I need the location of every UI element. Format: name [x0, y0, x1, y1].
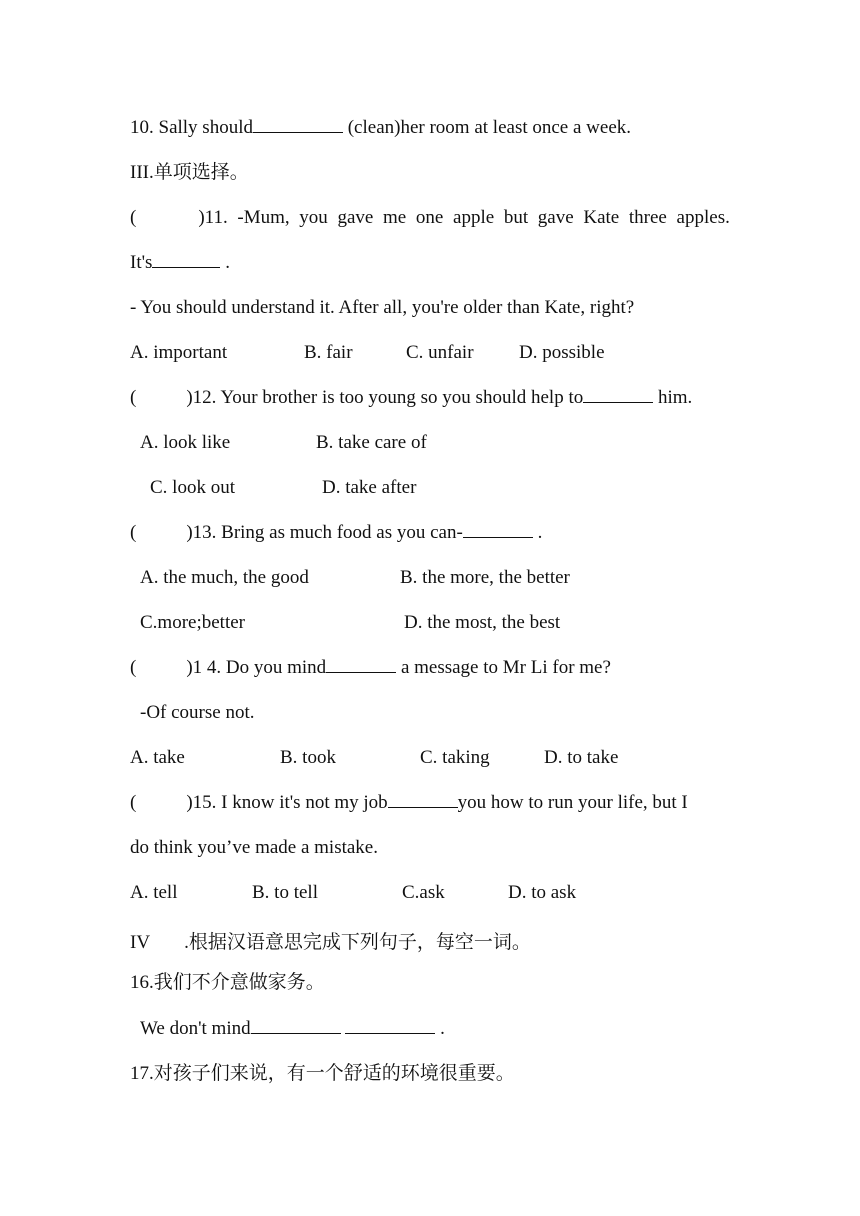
- option-c[interactable]: C. unfair: [406, 342, 474, 363]
- q16-text: We don't mind: [140, 1018, 251, 1039]
- question-14-reply: -Of course not.: [140, 702, 255, 723]
- answer-blank[interactable]: [388, 791, 458, 808]
- question-10: [130, 116, 631, 140]
- q14-bracket[interactable]: (: [130, 657, 137, 678]
- option-b[interactable]: B. to tell: [252, 882, 318, 903]
- option-b[interactable]: B. took: [280, 747, 336, 768]
- q11-word: -Mum,: [237, 207, 290, 228]
- question-12-options-row2: [130, 476, 730, 500]
- q13-bracket[interactable]: (: [130, 522, 137, 543]
- q11-word: Kate: [583, 207, 620, 228]
- answer-blank[interactable]: [463, 521, 533, 538]
- option-b[interactable]: B. take care of: [316, 432, 427, 453]
- q10-text-post: (clean)her room at least once a week.: [347, 117, 631, 138]
- question-15-line2: do think you’ve made a mistake.: [130, 837, 378, 858]
- q10-text: 10. Sally should: [130, 117, 253, 138]
- answer-blank[interactable]: [253, 116, 343, 133]
- q14-text: )1 4. Do you mind: [186, 657, 327, 678]
- question-11-options: [130, 341, 730, 365]
- option-a[interactable]: A. look like: [140, 432, 231, 453]
- question-15: [130, 791, 688, 815]
- answer-blank-1[interactable]: [251, 1017, 341, 1034]
- question-16-prompt: 16.我们不介意做家务。: [130, 972, 325, 993]
- q14-text-post: a message to Mr Li for me?: [400, 657, 611, 678]
- q11-word: one: [415, 207, 444, 228]
- option-c[interactable]: C.ask: [402, 882, 445, 903]
- option-d[interactable]: D. take after: [322, 477, 417, 498]
- question-13-options-row1: [130, 566, 730, 590]
- q11-word: but: [503, 207, 529, 228]
- q16-period: .: [440, 1018, 445, 1039]
- section-4-title: [130, 931, 531, 955]
- question-12: [130, 386, 692, 410]
- option-d[interactable]: D. to ask: [508, 882, 577, 903]
- q12-text: )12. Your brother is too young so you should help to: [186, 387, 584, 408]
- q11-word: three: [628, 207, 667, 228]
- answer-blank[interactable]: [583, 386, 653, 403]
- q11-word: me: [383, 207, 407, 228]
- q11-word: gave: [337, 207, 374, 228]
- option-b[interactable]: B. the more, the better: [400, 567, 570, 588]
- option-b[interactable]: B. fair: [304, 342, 353, 363]
- answer-blank[interactable]: [326, 656, 396, 673]
- option-a[interactable]: A. tell: [130, 882, 178, 903]
- option-c[interactable]: C.more;better: [140, 612, 245, 633]
- q11-word: gave: [537, 207, 574, 228]
- option-a[interactable]: A. the much, the good: [140, 567, 309, 588]
- answer-blank[interactable]: [152, 251, 220, 268]
- option-c[interactable]: C. taking: [420, 747, 490, 768]
- option-d[interactable]: D. possible: [519, 342, 605, 363]
- option-a[interactable]: A. important: [130, 342, 228, 363]
- q15-text: )15. I know it's not my job: [186, 792, 388, 813]
- question-15-options: [130, 881, 730, 905]
- section-4-number: IV: [130, 932, 151, 953]
- option-a[interactable]: A. take: [130, 747, 185, 768]
- question-11-line2: [130, 251, 230, 275]
- question-11: [130, 206, 730, 230]
- question-13: [130, 521, 542, 545]
- q13-text: )13. Bring as much food as you can-: [186, 522, 463, 543]
- q11-word: you: [299, 207, 328, 228]
- question-13-options-row2: [130, 611, 730, 635]
- question-16-answer: [140, 1017, 445, 1041]
- section-4-text: .根据汉语意思完成下列句子，每空一词。: [184, 932, 531, 953]
- q15-text-post: you how to run your life, but I: [457, 792, 688, 813]
- answer-blank-2[interactable]: [345, 1017, 435, 1034]
- q11-period: .: [225, 252, 230, 273]
- section-3-title: III.单项选择。: [130, 162, 249, 183]
- q12-text-post: him.: [657, 387, 693, 408]
- q11-bracket[interactable]: ( )11.: [130, 207, 228, 228]
- option-c[interactable]: C. look out: [150, 477, 235, 498]
- q11-word: apples.: [676, 207, 730, 228]
- option-d[interactable]: D. to take: [544, 747, 619, 768]
- q13-period: .: [537, 522, 543, 543]
- q11-word: apple: [453, 207, 495, 228]
- q11-text: It's: [130, 252, 153, 273]
- question-14-options: [130, 746, 730, 770]
- question-12-options-row1: [130, 431, 730, 455]
- question-14: [130, 656, 611, 680]
- question-11-reply: - You should understand it. After all, you're older than Kate, right?: [130, 297, 635, 318]
- q15-bracket[interactable]: (: [130, 792, 137, 813]
- question-17-prompt: 17.对孩子们来说，有一个舒适的环境很重要。: [130, 1063, 515, 1084]
- q12-bracket[interactable]: (: [130, 387, 137, 408]
- option-d[interactable]: D. the most, the best: [404, 612, 561, 633]
